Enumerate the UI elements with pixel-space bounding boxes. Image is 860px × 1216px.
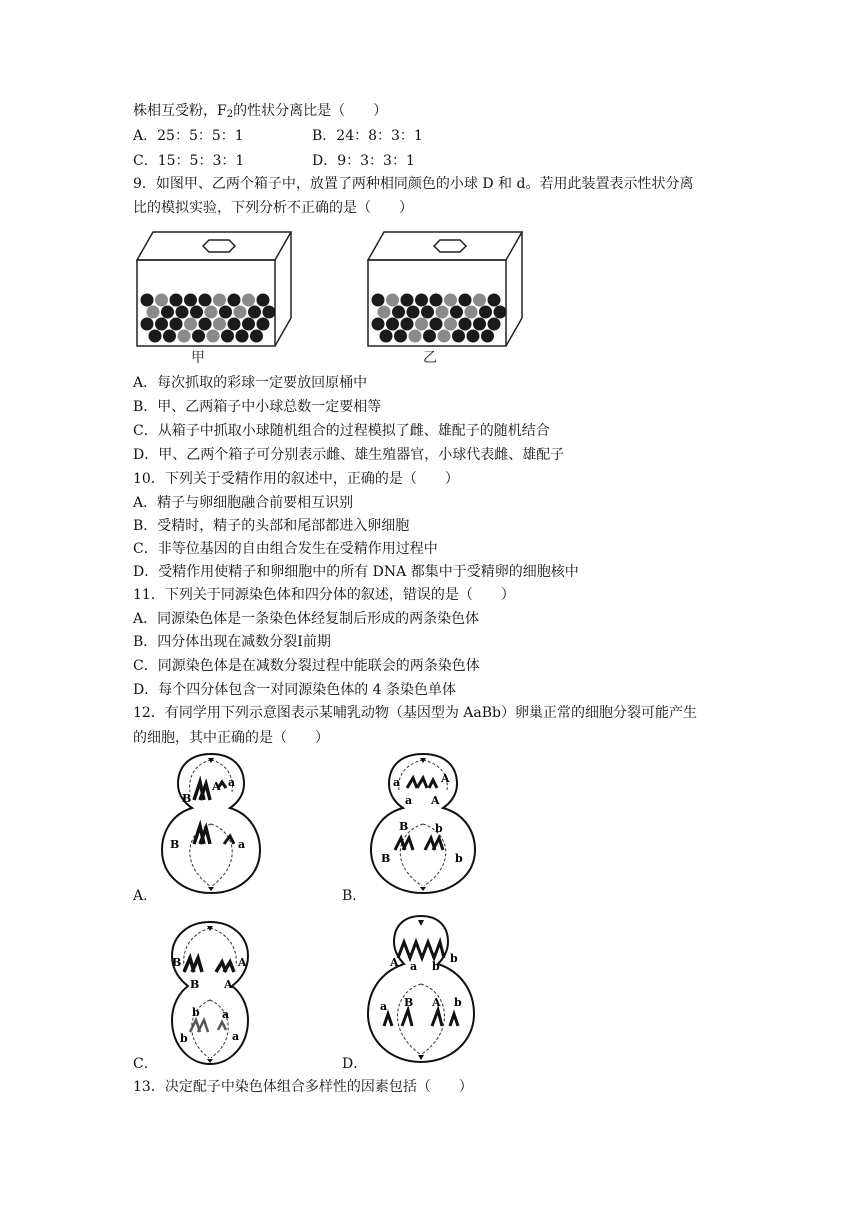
svg-text:a: a: [232, 1030, 240, 1043]
ball: [199, 318, 212, 331]
svg-text:b: b: [432, 960, 440, 973]
ball: [401, 318, 414, 331]
ball: [467, 330, 480, 343]
q9-stem-line2: 比的模拟实验，下列分析不正确的是（ ）: [133, 200, 413, 216]
ball: [257, 318, 270, 331]
q8-option-c[interactable]: C．15：5：3：1: [133, 153, 245, 169]
q10-option-b[interactable]: B．受精时，精子的头部和尾部都进入卵细胞: [133, 518, 410, 534]
svg-text:b: b: [450, 952, 458, 965]
ball: [147, 306, 160, 319]
ball: [415, 318, 428, 331]
svg-text:b: b: [435, 822, 443, 835]
ball: [199, 294, 212, 307]
ball: [423, 330, 436, 343]
ball: [190, 306, 203, 319]
ball: [488, 318, 501, 331]
ball: [228, 318, 241, 331]
q9-option-d[interactable]: D．甲、乙两个箱子可分别表示雌、雄生殖器官，小球代表雌、雄配子: [133, 447, 565, 463]
ball: [392, 306, 405, 319]
ball: [257, 294, 270, 307]
ball: [192, 330, 205, 343]
svg-text:a: a: [410, 960, 418, 973]
q11-option-a[interactable]: A．同源染色体是一条染色体经复制后形成的两条染色体: [133, 611, 480, 627]
q12-stem-line2: 的细胞，其中正确的是（ ）: [133, 730, 329, 746]
svg-text:A: A: [432, 996, 441, 1009]
ball: [386, 318, 399, 331]
cell-diagram-c: [160, 920, 260, 1068]
svg-text:a: a: [380, 1000, 388, 1013]
ball: [155, 294, 168, 307]
cell-diagram-d: [366, 914, 476, 1066]
ball: [380, 330, 393, 343]
ball: [386, 294, 399, 307]
ball: [236, 330, 249, 343]
ball: [465, 306, 478, 319]
svg-text:B: B: [172, 956, 182, 969]
svg-text:A: A: [390, 956, 399, 969]
ball: [450, 306, 463, 319]
ball: [161, 306, 174, 319]
ball: [430, 318, 443, 331]
ball: [430, 294, 443, 307]
ball: [176, 306, 189, 319]
q10-option-a[interactable]: A．精子与卵细胞融合前要相互识别: [133, 495, 354, 511]
svg-text:A: A: [224, 978, 233, 991]
q13-stem: 13．决定配子中染色体组合多样性的因素包括（ ）: [133, 1079, 473, 1095]
svg-text:b: b: [454, 996, 462, 1009]
ball: [372, 318, 385, 331]
q9-option-b[interactable]: B．甲、乙两箱子中小球总数一定要相等: [133, 399, 382, 415]
ball: [394, 330, 407, 343]
cell-diagram-b: [367, 752, 479, 896]
ball: [481, 330, 494, 343]
ball: [207, 330, 220, 343]
box-label-yi: 乙: [423, 350, 437, 365]
ball: [473, 294, 486, 307]
ball: [409, 330, 422, 343]
svg-text:a: a: [222, 1008, 230, 1021]
q11-option-b[interactable]: B．四分体出现在减数分裂Ⅰ前期: [133, 634, 331, 650]
balls-jia: [141, 294, 276, 343]
svg-text:B: B: [170, 838, 180, 851]
ball: [438, 330, 451, 343]
q10-stem: 10．下列关于受精作用的叙述中，正确的是（ ）: [133, 471, 459, 487]
ball: [452, 330, 465, 343]
ball: [250, 330, 263, 343]
ball: [170, 318, 183, 331]
ball: [184, 318, 197, 331]
ball: [479, 306, 492, 319]
q9-option-a[interactable]: A．每次抓取的彩球一定要放回原桶中: [133, 375, 368, 391]
q12-option-c[interactable]: C．: [133, 1056, 158, 1072]
svg-text:b: b: [192, 1006, 200, 1019]
svg-text:A: A: [431, 794, 440, 807]
ball: [184, 294, 197, 307]
ball: [488, 294, 501, 307]
ball: [401, 294, 414, 307]
ball: [149, 330, 162, 343]
balls-yi: [372, 294, 507, 343]
cell-diagram-a: [160, 752, 262, 896]
ball-boxes-figure: [125, 220, 525, 365]
q10-option-d[interactable]: D．受精作用使精子和卵细胞中的所有 DNA 都集中于受精卵的细胞核中: [133, 564, 579, 580]
ball: [444, 318, 457, 331]
svg-text:a: a: [393, 776, 401, 789]
ball: [221, 330, 234, 343]
svg-text:B: B: [381, 852, 391, 865]
ball: [494, 306, 507, 319]
ball: [444, 294, 457, 307]
q8-option-d[interactable]: D．9：3：3：1: [312, 153, 415, 169]
svg-text:A: A: [441, 772, 450, 785]
svg-text:a: a: [228, 776, 236, 789]
ball: [473, 318, 486, 331]
q8-option-a[interactable]: A．25：5：5：1: [133, 128, 244, 144]
ball: [415, 294, 428, 307]
ball: [141, 318, 154, 331]
ball: [155, 318, 168, 331]
ball: [407, 306, 420, 319]
ball: [242, 294, 255, 307]
ball: [178, 330, 191, 343]
ball: [213, 294, 226, 307]
ball: [459, 318, 472, 331]
q9-stem-line1: 9．如图甲、乙两个箱子中，放置了两种相同颜色的小球 D 和 d。若用此装置表示性状分离: [133, 176, 694, 192]
q11-stem: 11．下列关于同源染色体和四分体的叙述，错误的是（ ）: [133, 587, 515, 603]
q12-stem-line1: 12．有同学用下列示意图表示某哺乳动物（基因型为 AaBb）卵巢正常的细胞分裂可能产生: [133, 705, 697, 721]
svg-text:B: B: [404, 996, 414, 1009]
svg-text:A: A: [238, 956, 247, 969]
svg-text:A: A: [212, 780, 221, 793]
svg-text:B: B: [399, 820, 409, 833]
ball: [163, 330, 176, 343]
ball: [421, 306, 434, 319]
svg-text:b: b: [180, 1032, 188, 1045]
q11-option-c[interactable]: C．同源染色体是在减数分裂过程中能联会的两条染色体: [133, 658, 480, 674]
q12-option-d[interactable]: D．: [342, 1056, 368, 1072]
ball: [234, 306, 247, 319]
svg-text:a: a: [238, 838, 246, 851]
q8-option-b[interactable]: B．24：8：3：1: [312, 128, 423, 144]
ball: [205, 306, 218, 319]
ball: [378, 306, 391, 319]
svg-text:b: b: [455, 852, 463, 865]
q10-option-c[interactable]: C．非等位基因的自由组合发生在受精作用过程中: [133, 541, 438, 557]
ball: [242, 318, 255, 331]
ball: [459, 294, 472, 307]
svg-text:a: a: [405, 794, 413, 807]
ball: [170, 294, 183, 307]
ball: [436, 306, 449, 319]
q12-option-a[interactable]: A．: [133, 888, 158, 904]
ball: [213, 318, 226, 331]
ball: [248, 306, 261, 319]
q8-stem: 株相互受粉，$F_2$的性状分离比是（ ）: [133, 103, 388, 120]
svg-text:B: B: [182, 792, 192, 805]
q12-option-b[interactable]: B．: [342, 888, 367, 904]
ball: [263, 306, 276, 319]
ball: [372, 294, 385, 307]
q9-option-c[interactable]: C．从箱子中抓取小球随机组合的过程模拟了雌、雄配子的随机结合: [133, 423, 550, 439]
ball: [141, 294, 154, 307]
ball: [228, 294, 241, 307]
ball: [219, 306, 232, 319]
svg-text:B: B: [190, 978, 200, 991]
q11-option-d[interactable]: D．每个四分体包含一对同源染色体的 4 条染色单体: [133, 682, 457, 698]
box-label-jia: 甲: [191, 350, 205, 365]
